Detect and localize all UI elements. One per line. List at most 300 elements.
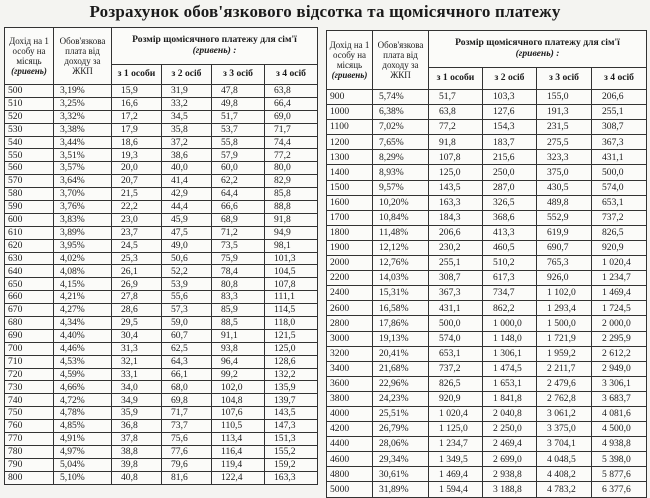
payment-4-cell: 135,9 bbox=[265, 381, 318, 394]
payment-3-cell: 116,4 bbox=[212, 445, 265, 458]
payment-2-cell: 368,6 bbox=[483, 210, 537, 225]
payment-3-cell: 104,8 bbox=[212, 394, 265, 407]
table-row bbox=[327, 316, 647, 331]
share-header: Обов'язкова плата від доходу за ЖКП bbox=[373, 31, 429, 90]
payment-3-cell: 3 061,2 bbox=[537, 406, 592, 421]
payment-3-cell: 55,8 bbox=[212, 136, 265, 149]
income-cell: 750 bbox=[5, 407, 54, 420]
table-row bbox=[327, 165, 647, 180]
payment-3-cell: 430,5 bbox=[537, 180, 592, 195]
payment-1-cell: 15,9 bbox=[112, 85, 162, 98]
payment-1-cell: 1 469,4 bbox=[429, 467, 483, 482]
payment-2-cell: 44,4 bbox=[162, 201, 212, 214]
table-row bbox=[5, 188, 318, 201]
table-row bbox=[5, 368, 318, 381]
income-cell: 1800 bbox=[327, 225, 373, 240]
share-cell: 17,86% bbox=[373, 316, 429, 331]
income-cell: 3400 bbox=[327, 361, 373, 376]
table-row bbox=[5, 136, 318, 149]
income-cell: 690 bbox=[5, 329, 54, 342]
payment-4-cell: 114,5 bbox=[265, 304, 318, 317]
table-row bbox=[5, 304, 318, 317]
share-cell: 4,08% bbox=[54, 265, 112, 278]
payment-1-cell: 17,2 bbox=[112, 110, 162, 123]
payment-3-cell: 1 959,2 bbox=[537, 346, 592, 361]
payment-3-cell: 552,9 bbox=[537, 210, 592, 225]
income-cell: 4600 bbox=[327, 452, 373, 467]
payment-2-cell: 413,3 bbox=[483, 225, 537, 240]
payment-4-cell: 1 234,7 bbox=[592, 271, 647, 286]
payment-1-cell: 24,5 bbox=[112, 239, 162, 252]
payment-3-cell: 4 408,2 bbox=[537, 467, 592, 482]
table-row bbox=[5, 329, 318, 342]
payment-4-cell: 128,6 bbox=[265, 355, 318, 368]
income-cell: 510 bbox=[5, 97, 54, 110]
payment-1-cell: 21,5 bbox=[112, 188, 162, 201]
table-row bbox=[5, 85, 318, 98]
income-cell: 550 bbox=[5, 149, 54, 162]
payment-2-cell: 71,7 bbox=[162, 407, 212, 420]
payment-4-cell: 308,7 bbox=[592, 120, 647, 135]
payment-4-cell: 3 683,7 bbox=[592, 391, 647, 406]
subcol-header-3: з 3 осіб bbox=[212, 65, 265, 85]
payment-4-cell: 431,1 bbox=[592, 150, 647, 165]
payment-3-cell: 80,8 bbox=[212, 278, 265, 291]
share-cell: 5,74% bbox=[373, 90, 429, 105]
income-cell: 590 bbox=[5, 201, 54, 214]
payment-1-cell: 143,5 bbox=[429, 180, 483, 195]
income-cell: 1300 bbox=[327, 150, 373, 165]
payment-1-cell: 40,8 bbox=[112, 471, 162, 484]
payment-3-cell: 122,4 bbox=[212, 471, 265, 484]
income-cell: 620 bbox=[5, 239, 54, 252]
share-cell: 3,38% bbox=[54, 123, 112, 136]
income-cell: 2800 bbox=[327, 316, 373, 331]
right-payment-table bbox=[326, 30, 647, 498]
payment-1-cell: 77,2 bbox=[429, 120, 483, 135]
payment-3-cell: 83,3 bbox=[212, 291, 265, 304]
payment-4-cell: 4 500,0 bbox=[592, 422, 647, 437]
income-cell: 2200 bbox=[327, 271, 373, 286]
payment-3-cell: 64,4 bbox=[212, 188, 265, 201]
share-cell: 24,23% bbox=[373, 391, 429, 406]
payment-3-cell: 2 211,7 bbox=[537, 361, 592, 376]
payment-4-cell: 147,3 bbox=[265, 420, 318, 433]
payment-1-cell: 22,2 bbox=[112, 201, 162, 214]
payment-3-cell: 71,2 bbox=[212, 226, 265, 239]
payment-1-cell: 26,1 bbox=[112, 265, 162, 278]
payment-4-cell: 151,3 bbox=[265, 433, 318, 446]
payment-1-cell: 184,3 bbox=[429, 210, 483, 225]
payment-3-cell: 155,0 bbox=[537, 90, 592, 105]
payment-4-cell: 920,9 bbox=[592, 240, 647, 255]
income-cell: 2000 bbox=[327, 256, 373, 271]
income-cell: 4200 bbox=[327, 422, 373, 437]
payment-2-cell: 154,3 bbox=[483, 120, 537, 135]
payment-1-cell: 34,0 bbox=[112, 381, 162, 394]
payment-2-cell: 127,6 bbox=[483, 105, 537, 120]
subcol-header-4: з 4 осіб bbox=[265, 65, 318, 85]
income-cell: 780 bbox=[5, 445, 54, 458]
payment-4-cell: 88,8 bbox=[265, 201, 318, 214]
payment-3-cell: 619,9 bbox=[537, 225, 592, 240]
payment-3-cell: 66,6 bbox=[212, 201, 265, 214]
payment-3-cell: 47,8 bbox=[212, 85, 265, 98]
payment-4-cell: 1 724,5 bbox=[592, 301, 647, 316]
income-cell: 500 bbox=[5, 85, 54, 98]
payment-1-cell: 1 349,5 bbox=[429, 452, 483, 467]
payment-2-cell: 37,2 bbox=[162, 136, 212, 149]
payment-3-cell: 68,9 bbox=[212, 213, 265, 226]
payment-3-cell: 93,8 bbox=[212, 342, 265, 355]
payment-4-cell: 574,0 bbox=[592, 180, 647, 195]
payment-4-cell: 139,7 bbox=[265, 394, 318, 407]
share-cell: 14,03% bbox=[373, 271, 429, 286]
payment-4-cell: 143,5 bbox=[265, 407, 318, 420]
payment-3-cell: 75,9 bbox=[212, 252, 265, 265]
share-header: Обов'язкова плата від доходу за ЖКП bbox=[54, 28, 112, 85]
table-row bbox=[327, 90, 647, 105]
table-row bbox=[327, 391, 647, 406]
payment-4-cell: 737,2 bbox=[592, 210, 647, 225]
table-row bbox=[327, 225, 647, 240]
share-cell: 4,40% bbox=[54, 329, 112, 342]
income-cell: 3800 bbox=[327, 391, 373, 406]
payment-1-cell: 19,3 bbox=[112, 149, 162, 162]
share-cell: 4,97% bbox=[54, 445, 112, 458]
payment-2-cell: 66,1 bbox=[162, 368, 212, 381]
payment-2-cell: 77,6 bbox=[162, 445, 212, 458]
table-row bbox=[5, 291, 318, 304]
share-cell: 6,38% bbox=[373, 105, 429, 120]
payment-4-cell: 69,0 bbox=[265, 110, 318, 123]
payment-4-cell: 653,1 bbox=[592, 195, 647, 210]
payment-4-cell: 163,3 bbox=[265, 471, 318, 484]
payment-4-cell: 1 020,4 bbox=[592, 256, 647, 271]
subcol-header-2: з 2 осіб bbox=[483, 68, 537, 90]
payment-4-cell: 826,5 bbox=[592, 225, 647, 240]
payment-4-cell: 94,9 bbox=[265, 226, 318, 239]
income-cell: 1100 bbox=[327, 120, 373, 135]
table-row bbox=[5, 394, 318, 407]
payment-4-cell: 80,0 bbox=[265, 162, 318, 175]
payment-1-cell: 1 020,4 bbox=[429, 406, 483, 421]
payment-1-cell: 23,7 bbox=[112, 226, 162, 239]
income-cell: 540 bbox=[5, 136, 54, 149]
payment-2-cell: 75,6 bbox=[162, 433, 212, 446]
payment-2-cell: 69,8 bbox=[162, 394, 212, 407]
payment-4-cell: 85,8 bbox=[265, 188, 318, 201]
income-cell: 740 bbox=[5, 394, 54, 407]
right-table-body bbox=[327, 90, 647, 498]
table-row bbox=[327, 120, 647, 135]
payment-1-cell: 17,9 bbox=[112, 123, 162, 136]
table-row bbox=[327, 256, 647, 271]
payment-1-cell: 91,8 bbox=[429, 135, 483, 150]
payment-1-cell: 500,0 bbox=[429, 316, 483, 331]
left-payment-table bbox=[4, 27, 318, 485]
table-row bbox=[5, 226, 318, 239]
payment-2-cell: 250,0 bbox=[483, 165, 537, 180]
income-cell: 670 bbox=[5, 304, 54, 317]
payment-2-cell: 215,6 bbox=[483, 150, 537, 165]
income-header: Дохід на 1 особу на місяць (гривень) bbox=[5, 28, 54, 85]
payment-4-cell: 367,3 bbox=[592, 135, 647, 150]
payment-4-cell: 82,9 bbox=[265, 175, 318, 188]
table-row bbox=[327, 210, 647, 225]
payment-2-cell: 1 306,1 bbox=[483, 346, 537, 361]
payment-3-cell: 765,3 bbox=[537, 256, 592, 271]
payment-3-cell: 1 102,0 bbox=[537, 286, 592, 301]
payment-3-cell: 62,2 bbox=[212, 175, 265, 188]
share-cell: 5,10% bbox=[54, 471, 112, 484]
share-cell: 8,93% bbox=[373, 165, 429, 180]
share-cell: 4,53% bbox=[54, 355, 112, 368]
share-cell: 4,02% bbox=[54, 252, 112, 265]
payment-1-cell: 31,3 bbox=[112, 342, 162, 355]
payment-2-cell: 1 841,8 bbox=[483, 391, 537, 406]
share-cell: 25,51% bbox=[373, 406, 429, 421]
payment-1-cell: 125,0 bbox=[429, 165, 483, 180]
table-row bbox=[327, 105, 647, 120]
payment-2-cell: 52,2 bbox=[162, 265, 212, 278]
payment-2-cell: 510,2 bbox=[483, 256, 537, 271]
income-header: Дохід на 1 особу на місяць (гривень) bbox=[327, 31, 373, 90]
share-cell: 4,21% bbox=[54, 291, 112, 304]
payment-4-cell: 104,5 bbox=[265, 265, 318, 278]
payment-3-cell: 53,7 bbox=[212, 123, 265, 136]
share-cell: 4,46% bbox=[54, 342, 112, 355]
income-cell: 700 bbox=[5, 342, 54, 355]
share-cell: 11,48% bbox=[373, 225, 429, 240]
payment-4-cell: 107,8 bbox=[265, 278, 318, 291]
table-row bbox=[327, 452, 647, 467]
share-cell: 12,12% bbox=[373, 240, 429, 255]
table-row bbox=[5, 239, 318, 252]
income-cell: 640 bbox=[5, 265, 54, 278]
table-row bbox=[327, 331, 647, 346]
table-row bbox=[5, 420, 318, 433]
share-cell: 4,72% bbox=[54, 394, 112, 407]
payment-3-cell: 1 500,0 bbox=[537, 316, 592, 331]
payment-1-cell: 38,8 bbox=[112, 445, 162, 458]
income-cell: 600 bbox=[5, 213, 54, 226]
income-cell: 730 bbox=[5, 381, 54, 394]
payment-4-cell: 2 949,0 bbox=[592, 361, 647, 376]
payment-1-cell: 308,7 bbox=[429, 271, 483, 286]
payment-2-cell: 1 653,1 bbox=[483, 376, 537, 391]
payment-2-cell: 31,9 bbox=[162, 85, 212, 98]
payment-3-cell: 88,5 bbox=[212, 317, 265, 330]
income-cell: 800 bbox=[5, 471, 54, 484]
share-cell: 3,57% bbox=[54, 162, 112, 175]
income-cell: 1200 bbox=[327, 135, 373, 150]
payment-3-cell: 275,5 bbox=[537, 135, 592, 150]
payment-2-cell: 2 699,0 bbox=[483, 452, 537, 467]
payment-4-cell: 500,0 bbox=[592, 165, 647, 180]
subcol-header-1: з 1 особи bbox=[112, 65, 162, 85]
income-cell: 1500 bbox=[327, 180, 373, 195]
payment-3-cell: 2 762,8 bbox=[537, 391, 592, 406]
table-row bbox=[327, 346, 647, 361]
income-cell: 4400 bbox=[327, 437, 373, 452]
payment-3-cell: 375,0 bbox=[537, 165, 592, 180]
share-cell: 3,64% bbox=[54, 175, 112, 188]
payment-4-cell: 4 938,8 bbox=[592, 437, 647, 452]
table-row bbox=[5, 265, 318, 278]
payment-1-cell: 920,9 bbox=[429, 391, 483, 406]
income-cell: 710 bbox=[5, 355, 54, 368]
payment-4-cell: 255,1 bbox=[592, 105, 647, 120]
payment-2-cell: 2 469,4 bbox=[483, 437, 537, 452]
table-row bbox=[327, 467, 647, 482]
payment-2-cell: 35,8 bbox=[162, 123, 212, 136]
table-row bbox=[327, 180, 647, 195]
share-cell: 19,13% bbox=[373, 331, 429, 346]
payment-2-cell: 73,7 bbox=[162, 420, 212, 433]
income-cell: 1000 bbox=[327, 105, 373, 120]
income-cell: 720 bbox=[5, 368, 54, 381]
payment-3-cell: 690,7 bbox=[537, 240, 592, 255]
payment-1-cell: 32,1 bbox=[112, 355, 162, 368]
subcol-header-3: з 3 осіб bbox=[537, 68, 592, 90]
table-row bbox=[5, 317, 318, 330]
payment-4-cell: 132,2 bbox=[265, 368, 318, 381]
payment-header: Розмір щомісячного платежу для сім'ї (гривень) : bbox=[429, 31, 647, 68]
payment-2-cell: 287,0 bbox=[483, 180, 537, 195]
payment-4-cell: 98,1 bbox=[265, 239, 318, 252]
share-cell: 22,96% bbox=[373, 376, 429, 391]
table-row bbox=[5, 355, 318, 368]
share-cell: 28,06% bbox=[373, 437, 429, 452]
share-cell: 3,89% bbox=[54, 226, 112, 239]
payment-1-cell: 36,8 bbox=[112, 420, 162, 433]
income-cell: 530 bbox=[5, 123, 54, 136]
share-cell: 4,15% bbox=[54, 278, 112, 291]
payment-3-cell: 119,4 bbox=[212, 458, 265, 471]
payment-2-cell: 33,2 bbox=[162, 97, 212, 110]
table-row bbox=[327, 271, 647, 286]
share-cell: 9,57% bbox=[373, 180, 429, 195]
share-cell: 20,41% bbox=[373, 346, 429, 361]
share-cell: 3,51% bbox=[54, 149, 112, 162]
payment-1-cell: 737,2 bbox=[429, 361, 483, 376]
payment-4-cell: 101,3 bbox=[265, 252, 318, 265]
table-row bbox=[327, 422, 647, 437]
income-cell: 5000 bbox=[327, 482, 373, 497]
share-cell: 16,58% bbox=[373, 301, 429, 316]
share-cell: 5,04% bbox=[54, 458, 112, 471]
payment-3-cell: 73,5 bbox=[212, 239, 265, 252]
payment-3-cell: 3 704,1 bbox=[537, 437, 592, 452]
payment-2-cell: 2 250,0 bbox=[483, 422, 537, 437]
income-cell: 520 bbox=[5, 110, 54, 123]
payment-2-cell: 103,3 bbox=[483, 90, 537, 105]
income-cell: 680 bbox=[5, 317, 54, 330]
table-row bbox=[327, 376, 647, 391]
payment-2-cell: 50,6 bbox=[162, 252, 212, 265]
payment-1-cell: 653,1 bbox=[429, 346, 483, 361]
payment-4-cell: 71,7 bbox=[265, 123, 318, 136]
share-cell: 7,02% bbox=[373, 120, 429, 135]
payment-3-cell: 85,9 bbox=[212, 304, 265, 317]
payment-2-cell: 47,5 bbox=[162, 226, 212, 239]
payment-3-cell: 91,1 bbox=[212, 329, 265, 342]
payment-4-cell: 125,0 bbox=[265, 342, 318, 355]
payment-1-cell: 63,8 bbox=[429, 105, 483, 120]
left-table-body bbox=[5, 85, 318, 485]
payment-1-cell: 27,8 bbox=[112, 291, 162, 304]
share-cell: 29,34% bbox=[373, 452, 429, 467]
payment-3-cell: 231,5 bbox=[537, 120, 592, 135]
payment-3-cell: 3 375,0 bbox=[537, 422, 592, 437]
table-row bbox=[5, 407, 318, 420]
payment-4-cell: 4 081,6 bbox=[592, 406, 647, 421]
payment-1-cell: 33,1 bbox=[112, 368, 162, 381]
payment-1-cell: 1 234,7 bbox=[429, 437, 483, 452]
table-row bbox=[5, 342, 318, 355]
payment-2-cell: 49,0 bbox=[162, 239, 212, 252]
payment-2-cell: 3 188,8 bbox=[483, 482, 537, 497]
payment-1-cell: 206,6 bbox=[429, 225, 483, 240]
payment-1-cell: 25,3 bbox=[112, 252, 162, 265]
payment-1-cell: 18,6 bbox=[112, 136, 162, 149]
payment-2-cell: 862,2 bbox=[483, 301, 537, 316]
payment-2-cell: 1 148,0 bbox=[483, 331, 537, 346]
payment-4-cell: 91,8 bbox=[265, 213, 318, 226]
payment-4-cell: 3 306,1 bbox=[592, 376, 647, 391]
payment-1-cell: 431,1 bbox=[429, 301, 483, 316]
income-cell: 770 bbox=[5, 433, 54, 446]
payment-4-cell: 77,2 bbox=[265, 149, 318, 162]
payment-2-cell: 460,5 bbox=[483, 240, 537, 255]
table-row bbox=[327, 437, 647, 452]
payment-2-cell: 55,6 bbox=[162, 291, 212, 304]
payment-1-cell: 107,8 bbox=[429, 150, 483, 165]
payment-1-cell: 34,9 bbox=[112, 394, 162, 407]
payment-3-cell: 4 048,5 bbox=[537, 452, 592, 467]
share-cell: 4,78% bbox=[54, 407, 112, 420]
payment-2-cell: 1 474,5 bbox=[483, 361, 537, 376]
income-cell: 3200 bbox=[327, 346, 373, 361]
subcol-header-1: з 1 особи bbox=[429, 68, 483, 90]
payment-2-cell: 734,7 bbox=[483, 286, 537, 301]
table-row bbox=[5, 149, 318, 162]
payment-4-cell: 159,2 bbox=[265, 458, 318, 471]
income-cell: 1400 bbox=[327, 165, 373, 180]
payment-3-cell: 1 293,4 bbox=[537, 301, 592, 316]
payment-3-cell: 4 783,2 bbox=[537, 482, 592, 497]
subcol-header-2: з 2 осіб bbox=[162, 65, 212, 85]
payment-3-cell: 107,6 bbox=[212, 407, 265, 420]
income-cell: 790 bbox=[5, 458, 54, 471]
share-cell: 7,65% bbox=[373, 135, 429, 150]
table-row bbox=[5, 381, 318, 394]
share-cell: 4,66% bbox=[54, 381, 112, 394]
payment-2-cell: 45,9 bbox=[162, 213, 212, 226]
share-cell: 3,95% bbox=[54, 239, 112, 252]
income-cell: 610 bbox=[5, 226, 54, 239]
table-row bbox=[327, 150, 647, 165]
income-cell: 900 bbox=[327, 90, 373, 105]
table-row bbox=[5, 123, 318, 136]
payment-2-cell: 68,0 bbox=[162, 381, 212, 394]
table-row bbox=[5, 175, 318, 188]
payment-2-cell: 64,3 bbox=[162, 355, 212, 368]
income-cell: 650 bbox=[5, 278, 54, 291]
subcol-header-4: з 4 осіб bbox=[592, 68, 647, 90]
payment-1-cell: 30,4 bbox=[112, 329, 162, 342]
